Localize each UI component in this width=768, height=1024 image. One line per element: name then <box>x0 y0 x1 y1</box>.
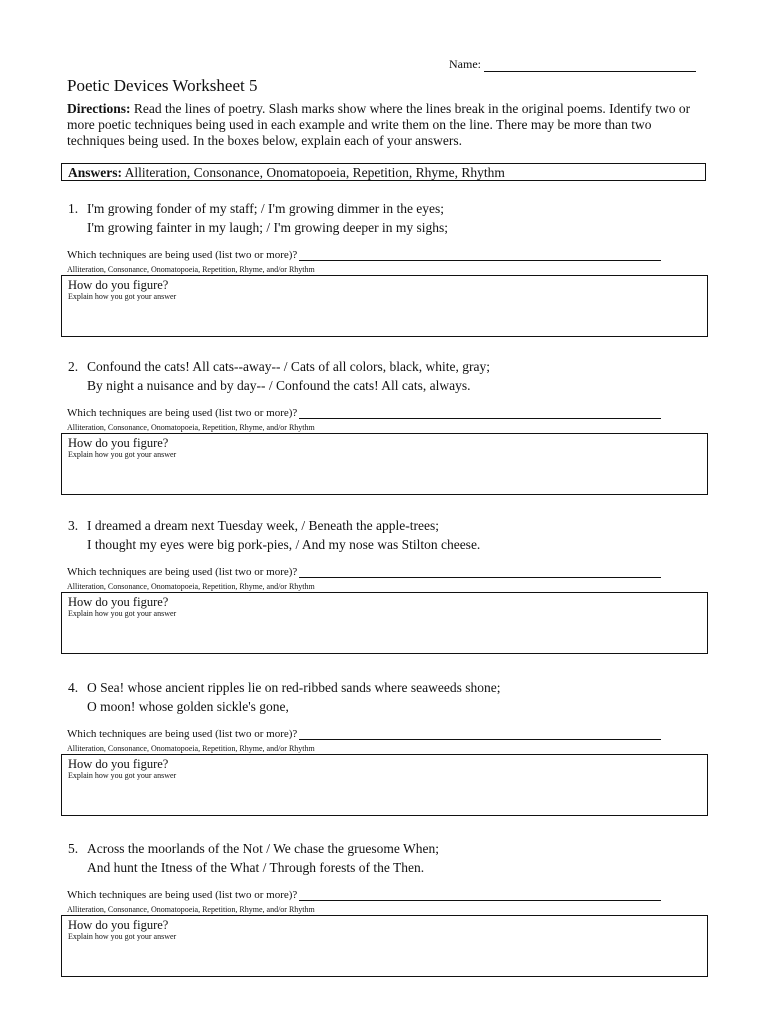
question-number: 2. <box>68 359 79 374</box>
techniques-question: Which techniques are being used (list two or more)? <box>67 728 298 740</box>
page-title: Poetic Devices Worksheet 5 <box>67 76 258 95</box>
poem-line-2: O moon! whose golden sickle's gone, <box>87 699 289 714</box>
techniques-question: Which techniques are being used (list two or more)? <box>67 249 298 261</box>
techniques-hint: Alliteration, Consonance, Onomatopoeia, Repetition, Rhyme, and/or Rhythm <box>67 265 315 274</box>
explanation-heading: How do you figure? <box>68 757 169 771</box>
question-number: 5. <box>68 841 79 856</box>
techniques-hint: Alliteration, Consonance, Onomatopoeia, Repetition, Rhyme, and/or Rhythm <box>67 423 315 432</box>
explanation-heading: How do you figure? <box>68 436 169 450</box>
question-number: 4. <box>68 680 79 695</box>
answers-label: Answers: <box>68 165 122 180</box>
techniques-question: Which techniques are being used (list two or more)? <box>67 407 298 419</box>
explanation-box[interactable] <box>61 275 708 337</box>
techniques-answer-line[interactable] <box>67 728 661 740</box>
explanation-heading: How do you figure? <box>68 595 169 609</box>
poem-line-1: I dreamed a dream next Tuesday week, / Beneath the apple-trees; <box>87 518 439 533</box>
explanation-box[interactable] <box>61 754 708 816</box>
explanation-box[interactable] <box>61 592 708 654</box>
techniques-blank[interactable] <box>299 729 661 740</box>
explanation-subheading: Explain how you got your answer <box>68 292 177 301</box>
techniques-question: Which techniques are being used (list two or more)? <box>67 889 298 901</box>
explanation-subheading: Explain how you got your answer <box>68 450 177 459</box>
name-label: Name: <box>449 57 481 71</box>
poem-line-2: By night a nuisance and by day-- / Confound the cats! All cats, always. <box>87 378 471 393</box>
techniques-answer-line[interactable] <box>67 407 661 419</box>
explanation-box[interactable] <box>61 433 708 495</box>
techniques-blank[interactable] <box>299 408 661 419</box>
poem-line-2: I thought my eyes were big pork-pies, / And my nose was Stilton cheese. <box>87 537 481 552</box>
techniques-blank[interactable] <box>299 890 661 901</box>
poem-line-1: Confound the cats! All cats--away-- / Cats of all colors, black, white, gray; <box>87 359 491 374</box>
techniques-blank[interactable] <box>299 567 661 578</box>
poem-line-1: O Sea! whose ancient ripples lie on red-ribbed sands where seaweeds shone; <box>87 680 501 695</box>
explanation-subheading: Explain how you got your answer <box>68 932 177 941</box>
answers-box <box>61 163 706 181</box>
directions-label: Directions: <box>67 101 131 116</box>
poem-line-2: And hunt the Itness of the What / Through forests of the Then. <box>87 860 425 875</box>
name-blank-line[interactable] <box>484 59 696 72</box>
techniques-answer-line[interactable] <box>67 249 661 261</box>
directions <box>67 101 707 149</box>
explanation-subheading: Explain how you got your answer <box>68 771 177 780</box>
explanation-heading: How do you figure? <box>68 918 169 932</box>
name-field[interactable] <box>449 57 696 72</box>
question-number: 3. <box>68 518 79 533</box>
poem-line-1: Across the moorlands of the Not / We chase the gruesome When; <box>87 841 439 856</box>
poem-line-2: I'm growing fainter in my laugh; / I'm growing deeper in my sighs; <box>87 220 449 235</box>
poem-line-1: I'm growing fonder of my staff; / I'm growing dimmer in the eyes; <box>87 201 445 216</box>
explanation-subheading: Explain how you got your answer <box>68 609 177 618</box>
techniques-answer-line[interactable] <box>67 566 661 578</box>
techniques-hint: Alliteration, Consonance, Onomatopoeia, Repetition, Rhyme, and/or Rhythm <box>67 582 315 591</box>
techniques-question: Which techniques are being used (list two or more)? <box>67 566 298 578</box>
techniques-blank[interactable] <box>299 250 661 261</box>
techniques-hint: Alliteration, Consonance, Onomatopoeia, Repetition, Rhyme, and/or Rhythm <box>67 744 315 753</box>
techniques-answer-line[interactable] <box>67 889 661 901</box>
techniques-hint: Alliteration, Consonance, Onomatopoeia, Repetition, Rhyme, and/or Rhythm <box>67 905 315 914</box>
explanation-box[interactable] <box>61 915 708 977</box>
directions-text: Read the lines of poetry. Slash marks show where the lines break in the original poems. Identify two or more poetic techniques being used in each example and write them on the line. There may be more than two techniques being used. In the boxes below, explain each of your answers. <box>67 101 691 148</box>
answers-text: Alliteration, Consonance, Onomatopoeia, Repetition, Rhyme, Rhythm <box>124 165 505 180</box>
question-number: 1. <box>68 201 79 216</box>
explanation-heading: How do you figure? <box>68 278 169 292</box>
